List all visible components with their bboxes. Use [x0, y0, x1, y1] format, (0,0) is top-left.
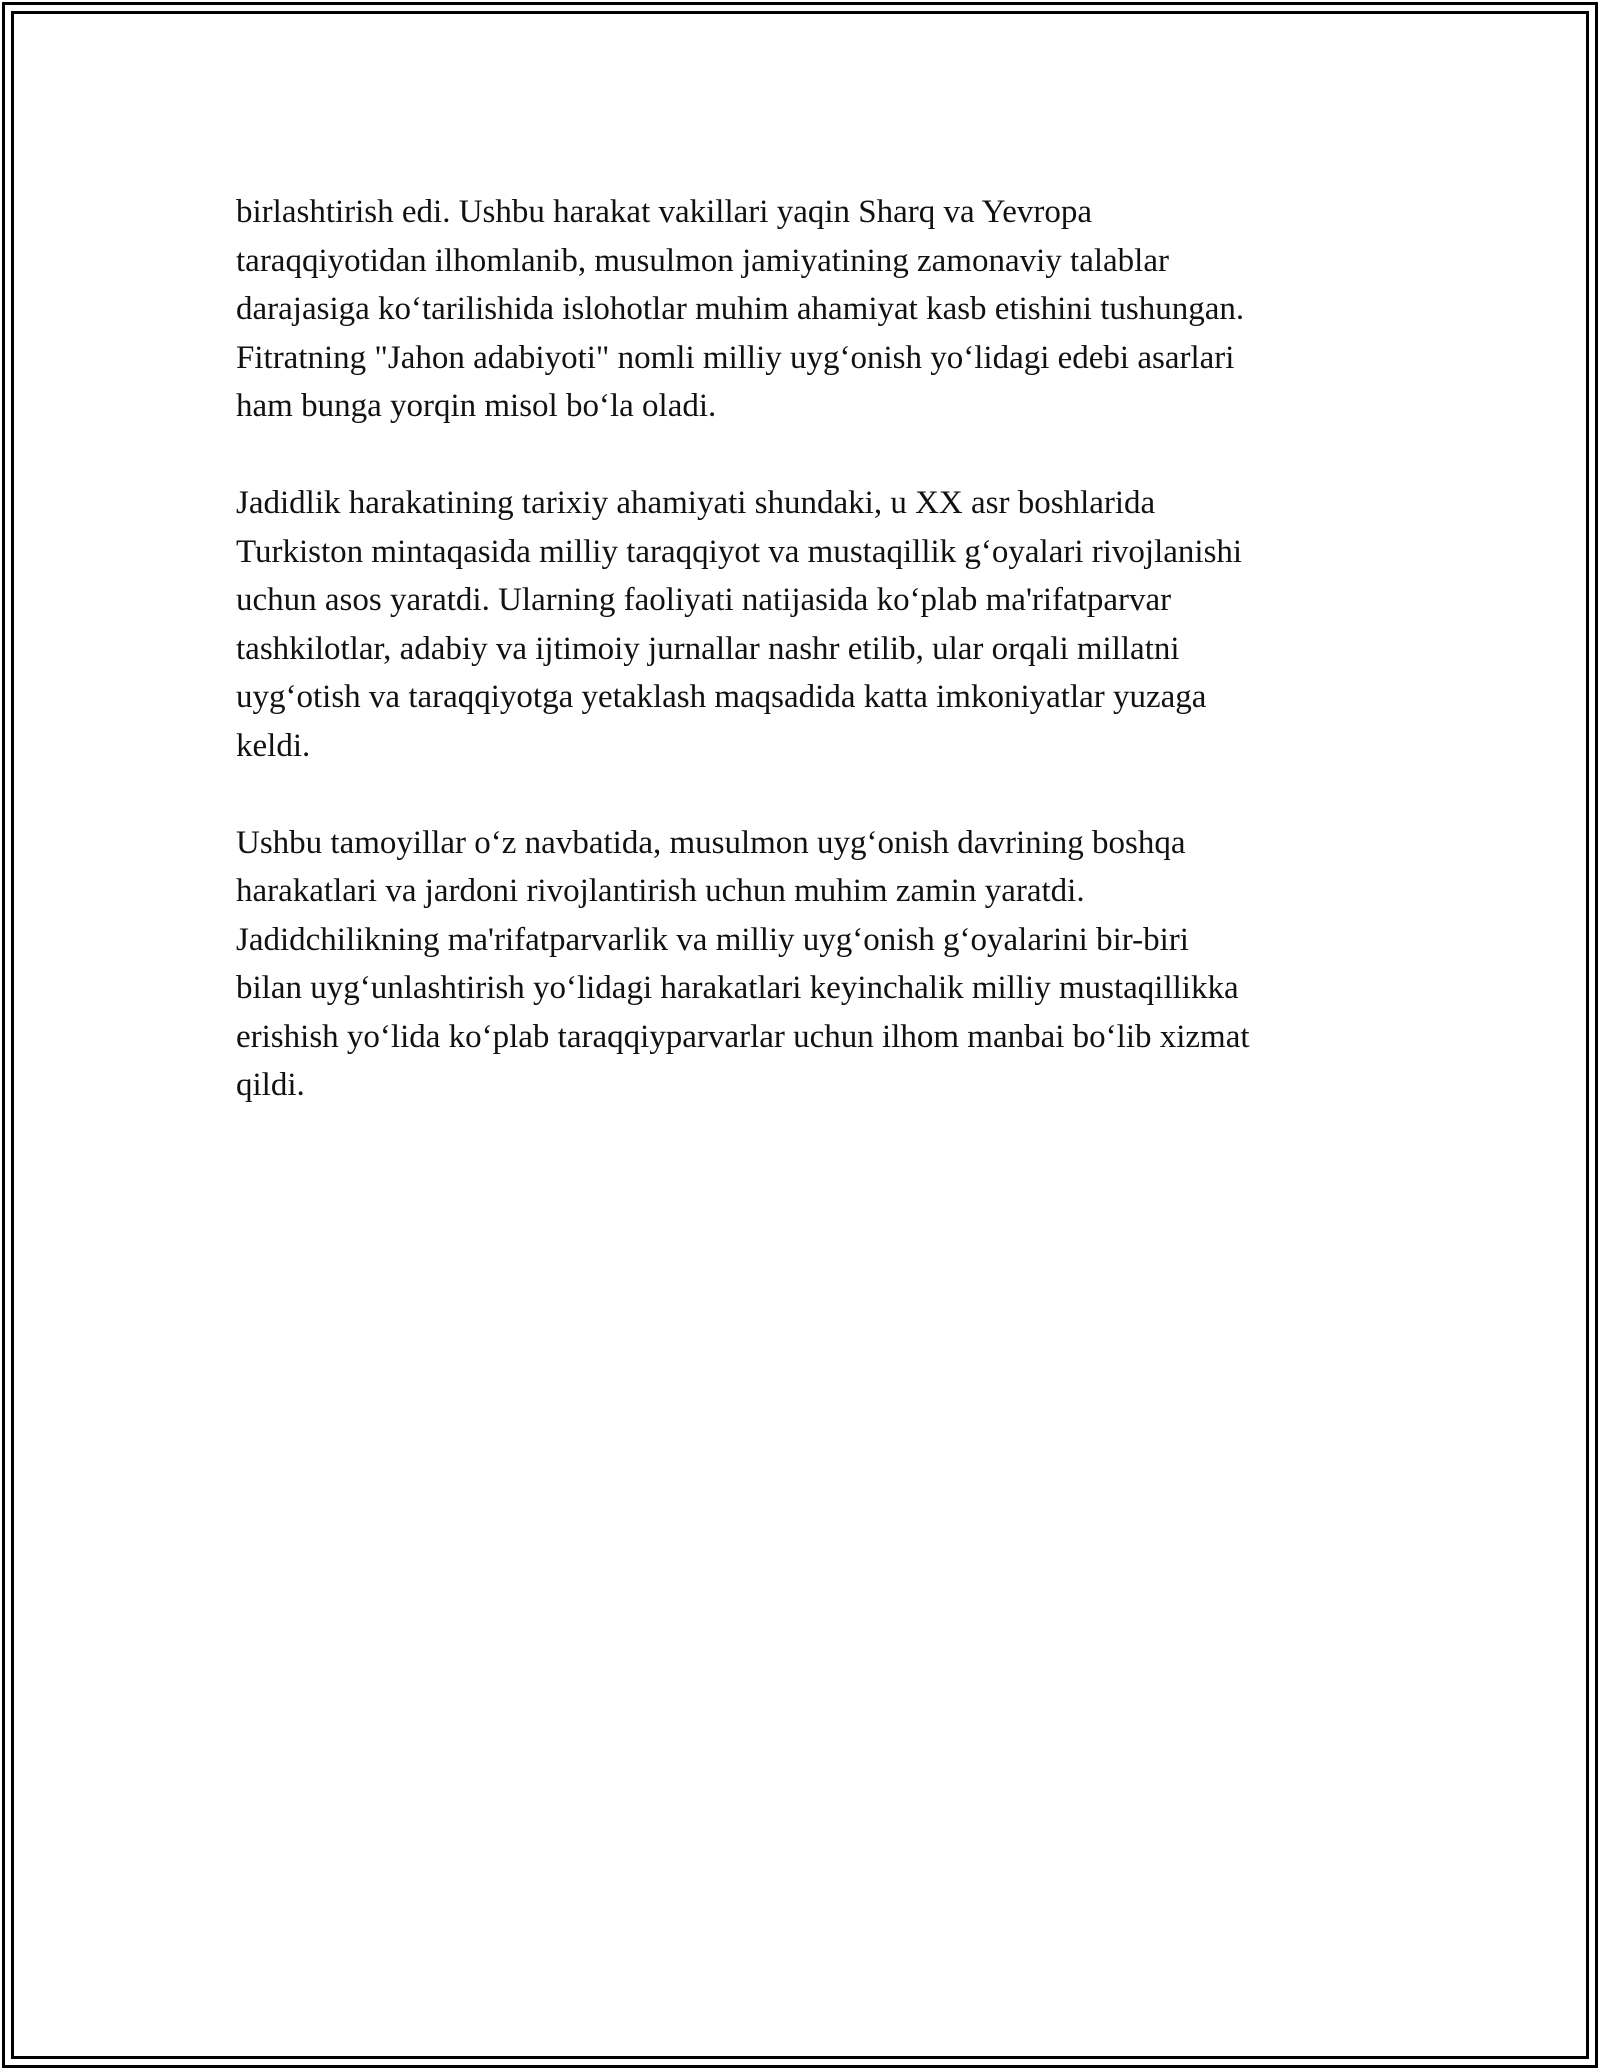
paragraph-1 [236, 188, 1376, 431]
paragraph-3 [236, 819, 1376, 1110]
text-line: harakatlari va jardoni rivojlantirish uchun muhim zamin yaratdi. [236, 873, 1085, 909]
text-line: uyg‘otish va taraqqiyotga yetaklash maqsadida katta imkoniyatlar yuzaga [236, 679, 1207, 715]
paragraph-2 [236, 479, 1376, 770]
text-line: keldi. [236, 727, 311, 764]
text-line: qildi. [236, 1067, 305, 1103]
text-line: Ushbu tamoyillar o‘z navbatida, musulmon uyg‘onish davrining boshqa [236, 824, 1186, 861]
text-line: Jadidlik harakatining tarixiy ahamiyati shundaki, u XX asr boshlarida [236, 485, 1156, 521]
text-line: Turkiston mintaqasida milliy taraqqiyot va mustaqillik g‘oyalari rivojlanishi [236, 533, 1243, 570]
document-body [236, 188, 1376, 1158]
text-line: darajasiga ko‘tarilishida islohotlar muhim ahamiyat kasb etishini tushungan. [236, 291, 1245, 327]
text-line: ham bunga yorqin misol bo‘la oladi. [236, 388, 717, 424]
text-line: birlashtirish edi. Ushbu harakat vakillari yaqin Sharq va Yevropa [236, 194, 1092, 230]
text-line: tashkilotlar, adabiy va ijtimoiy jurnallar nashr etilib, ular orqali millatni [236, 630, 1180, 667]
text-line: bilan uyg‘unlashtirish yo‘lidagi harakatlari keyinchalik milliy mustaqillikka [236, 970, 1239, 1006]
text-line: uchun asos yaratdi. Ularning faoliyati natijasida ko‘plab ma'rifatparvar [236, 582, 1172, 618]
text-line: erishish yo‘lida ko‘plab taraqqiyparvarlar uchun ilhom manbai bo‘lib xizmat [236, 1018, 1250, 1055]
text-line: Jadidchilikning ma'rifatparvarlik va milliy uyg‘onish g‘oyalarini bir-biri [236, 921, 1189, 958]
text-line: Fitratning "Jahon adabiyoti" nomli milliy uyg‘onish yo‘lidagi edebi asarlari [236, 339, 1235, 376]
text-line: taraqqiyotidan ilhomlanib, musulmon jamiyatining zamonaviy talablar [236, 242, 1169, 279]
